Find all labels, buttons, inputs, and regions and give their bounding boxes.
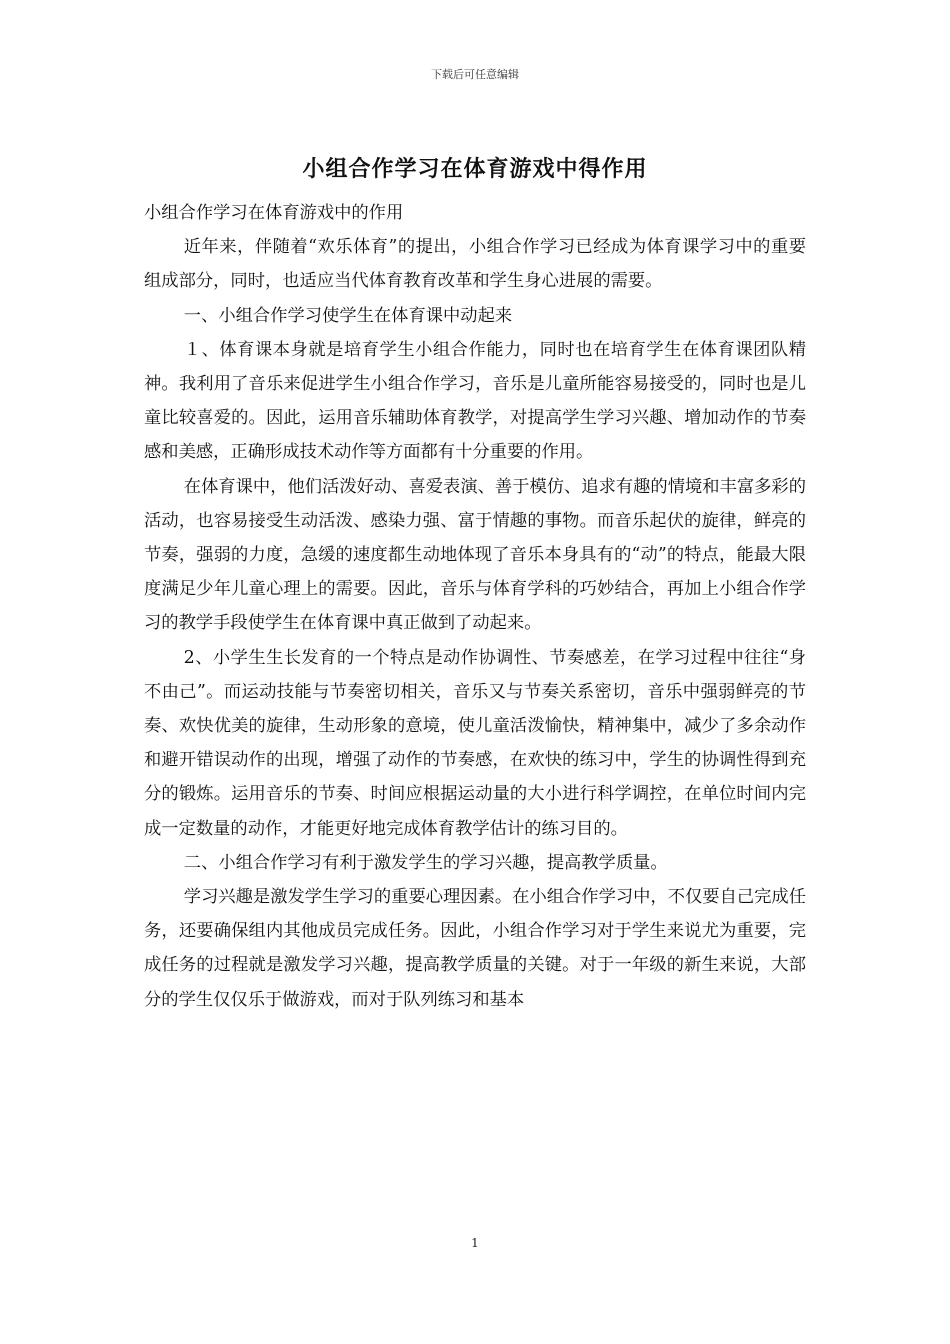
document-subtitle: 小组合作学习在体育游戏中的作用 (144, 203, 404, 223)
page-number: 1 (471, 1236, 479, 1250)
document-title: 小组合作学习在体育游戏中得作用 (302, 156, 648, 182)
section-heading-1: 一、小组合作学习使学生在体育课中动起来 (183, 305, 513, 326)
page-header: 下载后可任意编辑 (431, 68, 519, 81)
paragraph-body: 学习兴趣是激发学生学习的重要心理因素。在小组合作学习中，不仅要自己完成任务，还要确保组内其他成员完成任务。因此，小组合作学习对于学生来说尤为重要，完成任务的过程就是激发学习兴趣，提高教学质量的关键。对于一年级的新生来说，大部分的学生仅仅乐于做游戏，而对于队列练习和基本 (144, 887, 806, 1010)
paragraph-point-2: 2、小学生生长发育的一个特点是动作协调性、节奏感差，在学习过程中往往“身不由己”。而运动技能与节奏密切相关，音乐又与节奏关系密切，音乐中强弱鲜亮的节奏、欢快优美的旋律，生动形象的意境，使儿童活泼愉快，精神集中，减少了多余动作和避开错误动作的出现，增强了动作的节奏感，在欢快的练习中，学生的协调性得到充分的锻炼。运用音乐的节奏、时间应根据运动量的大小进行科学调控，在单位时间内完成一定数量的动作，才能更好地完成体育教学估计的练习目的。 (144, 647, 806, 839)
paragraph-point-1: １、体育课本身就是培育学生小组合作能力，同时也在培育学生在体育课团队精神。我利用了音乐来促进学生小组合作学习，音乐是儿童所能容易接受的，同时也是儿童比较喜爱的。因此，运用音乐辅助体育教学，对提高学生学习兴趣、增加动作的节奏感和美感，正确形成技术动作等方面都有十分重要的作用。 (144, 339, 806, 463)
paragraph-body: 在体育课中，他们活泼好动、喜爱表演、善于模仿、追求有趣的情境和丰富多彩的活动，也容易接受生动活泼、感染力强、富于情趣的事物。而音乐起伏的旋律，鲜亮的节奏，强弱的力度，急缓的速度都生动地体现了音乐本身具有的“动”的特点，能最大限度满足少年儿童心理上的需要。因此，音乐与体育学科的巧妙结合，再加上小组合作学习的教学手段使学生在体育课中真正做到了动起来。 (144, 476, 806, 634)
section-heading-2: 二、小组合作学习有利于激发学生的学习兴趣，提高教学质量。 (183, 852, 668, 873)
paragraph-intro: 近年来，伴随着“欢乐体育”的提出，小组合作学习已经成为体育课学习中的重要组成部分，同时，也适应当代体育教育改革和学生身心进展的需要。 (144, 237, 806, 292)
document-body (144, 196, 806, 1017)
